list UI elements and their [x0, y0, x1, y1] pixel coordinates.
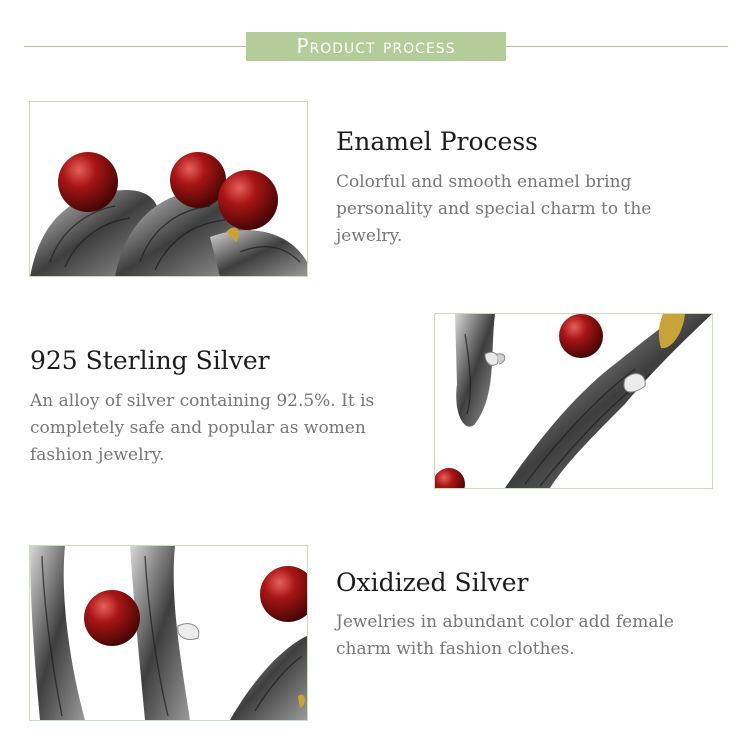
ring-branch-image: [30, 102, 307, 276]
section-title: 925 Sterling Silver: [30, 346, 270, 375]
divider-line-right: [506, 46, 728, 47]
section-title: Enamel Process: [336, 127, 538, 156]
section-banner: Product process: [246, 32, 506, 61]
divider-line-left: [24, 46, 246, 47]
sterling-silver-photo: [434, 313, 713, 489]
ring-branch-image: [30, 546, 307, 720]
section-description: An alloy of silver containing 92.5%. It is completely safe and popular as women fashion jewelry.: [30, 391, 375, 465]
enamel-process-photo: [29, 101, 308, 277]
section-description: Colorful and smooth enamel bring personality and special charm to the jewelry.: [336, 172, 652, 246]
section-description: Jewelries in abundant color add female charm with fashion clothes.: [336, 612, 674, 659]
ring-branch-image: [435, 314, 712, 488]
section-title: Oxidized Silver: [336, 568, 529, 597]
oxidized-silver-photo: [29, 545, 308, 721]
